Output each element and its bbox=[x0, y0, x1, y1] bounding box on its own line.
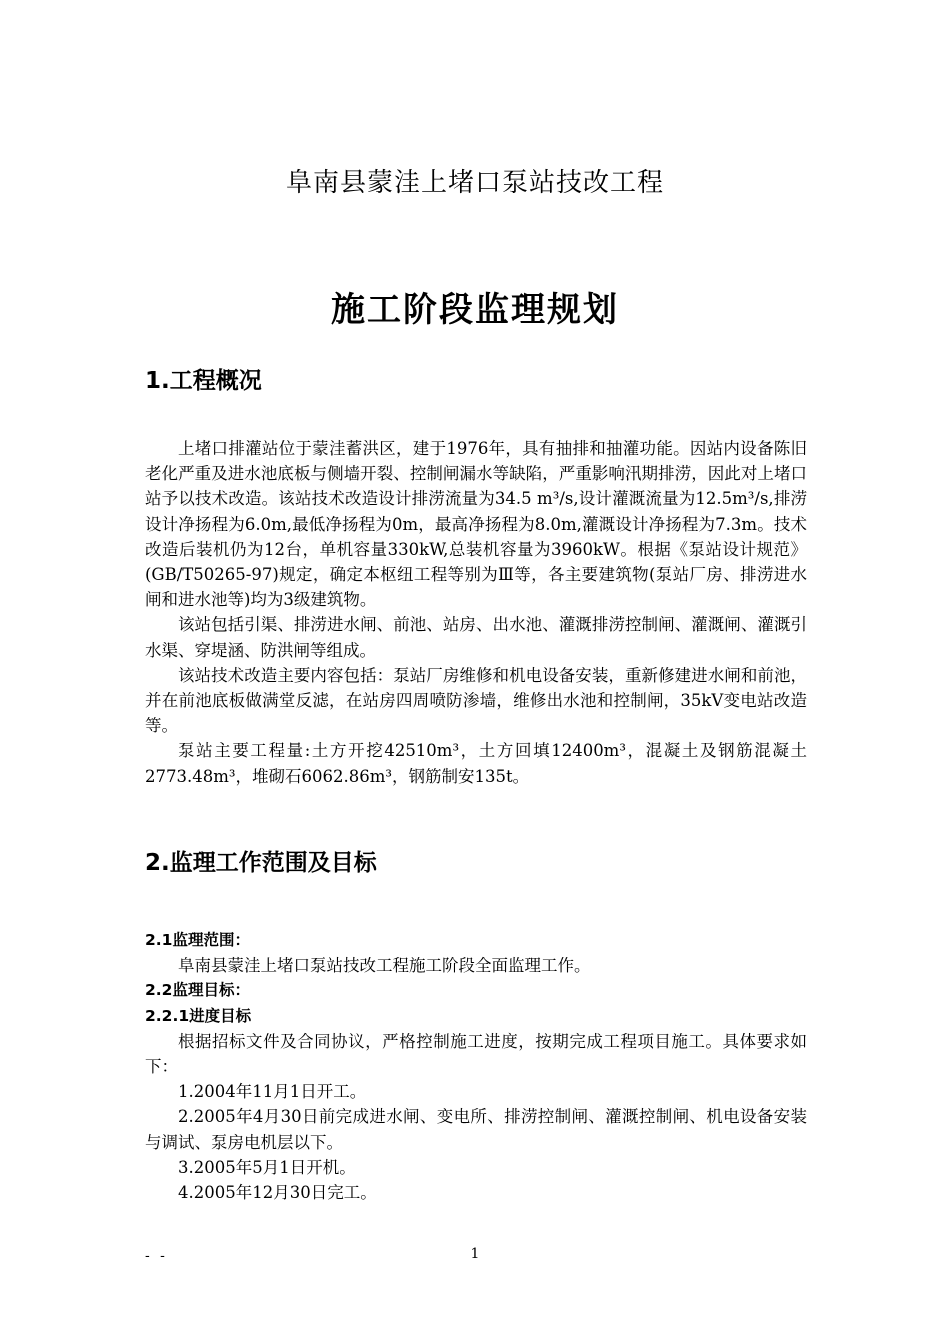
section-1-paragraph: 该站技术改造主要内容包括：泵站厂房维修和机电设备安装，重新修建进水闸和前池，并在前池底板做满堂反滤，在站房四周喷防渗墙，维修出水池和控制闸，35kV变电站改造等。 bbox=[145, 665, 807, 736]
scope-heading: 2.1监理范围： bbox=[145, 931, 250, 949]
footer-mark: - - bbox=[145, 1248, 168, 1264]
section-1-paragraph: 上堵口排灌站位于蒙洼蓄洪区，建于1976年，具有抽排和抽灌功能。因站内设备陈旧老化严重及进水池底板与侧墙开裂、控制闸漏水等缺陷，严重影响汛期排涝，因此对上堵口站予以技术改造。该站技术改造设计排涝流量为34.5 m³/s,设计灌溉流量为12.5m³/s,排涝设计净扬程为6.0m,最低净扬程为0m，最高净扬程为8.0m,灌溉设计净扬程为7.3m。技术改造后装机仍为12台，单机容量330kW,总装机容量为3960kW。根据《泵站设计规范》(GB/T50265-97)规定，确定本枢纽工程等别为Ⅲ等，各主要建筑物(泵站厂房、排涝进水闸和进水池等)均为3级建筑物。 bbox=[145, 439, 807, 610]
section-1-heading: 1.工程概况 bbox=[145, 368, 262, 394]
section-2-body bbox=[145, 928, 807, 1205]
scope-text: 阜南县蒙洼上堵口泵站技改工程施工阶段全面监理工作。 bbox=[178, 956, 591, 976]
progress-item: 3.2005年5月1日开机。 bbox=[178, 1157, 356, 1177]
document-title-main: 施工阶段监理规划 bbox=[331, 290, 619, 330]
section-1-paragraph: 泵站主要工程量:土方开挖42510m³，土方回填12400m³，混凝土及钢筋混凝土2773.48m³，堆砌石6062.86m³，钢筋制安135t。 bbox=[145, 741, 807, 786]
progress-item: 2.2005年4月30日前完成进水闸、变电所、排涝控制闸、灌溉控制闸、机电设备安装与调试、泵房电机层以下。 bbox=[145, 1107, 807, 1152]
progress-intro: 根据招标文件及合同协议，严格控制施工进度，按期完成工程项目施工。具体要求如下： bbox=[145, 1031, 807, 1077]
section-1-paragraph: 该站包括引渠、排涝进水闸、前池、站房、出水池、灌溉排涝控制闸、灌溉闸、灌溉引水渠、穿堤涵、防洪闸等组成。 bbox=[145, 615, 807, 660]
progress-item: 1.2004年11月1日开工。 bbox=[178, 1082, 367, 1102]
progress-goal-heading: 2.2.1进度目标 bbox=[145, 1006, 252, 1025]
goal-heading: 2.2监理目标： bbox=[145, 981, 250, 1000]
section-1-body bbox=[145, 436, 807, 789]
section-2-heading: 2.监理工作范围及目标 bbox=[145, 850, 377, 876]
document-title-project: 阜南县蒙洼上堵口泵站技改工程 bbox=[285, 168, 664, 198]
progress-item: 4.2005年12月30日完工。 bbox=[178, 1183, 377, 1203]
page-number: 1 bbox=[470, 1246, 480, 1262]
